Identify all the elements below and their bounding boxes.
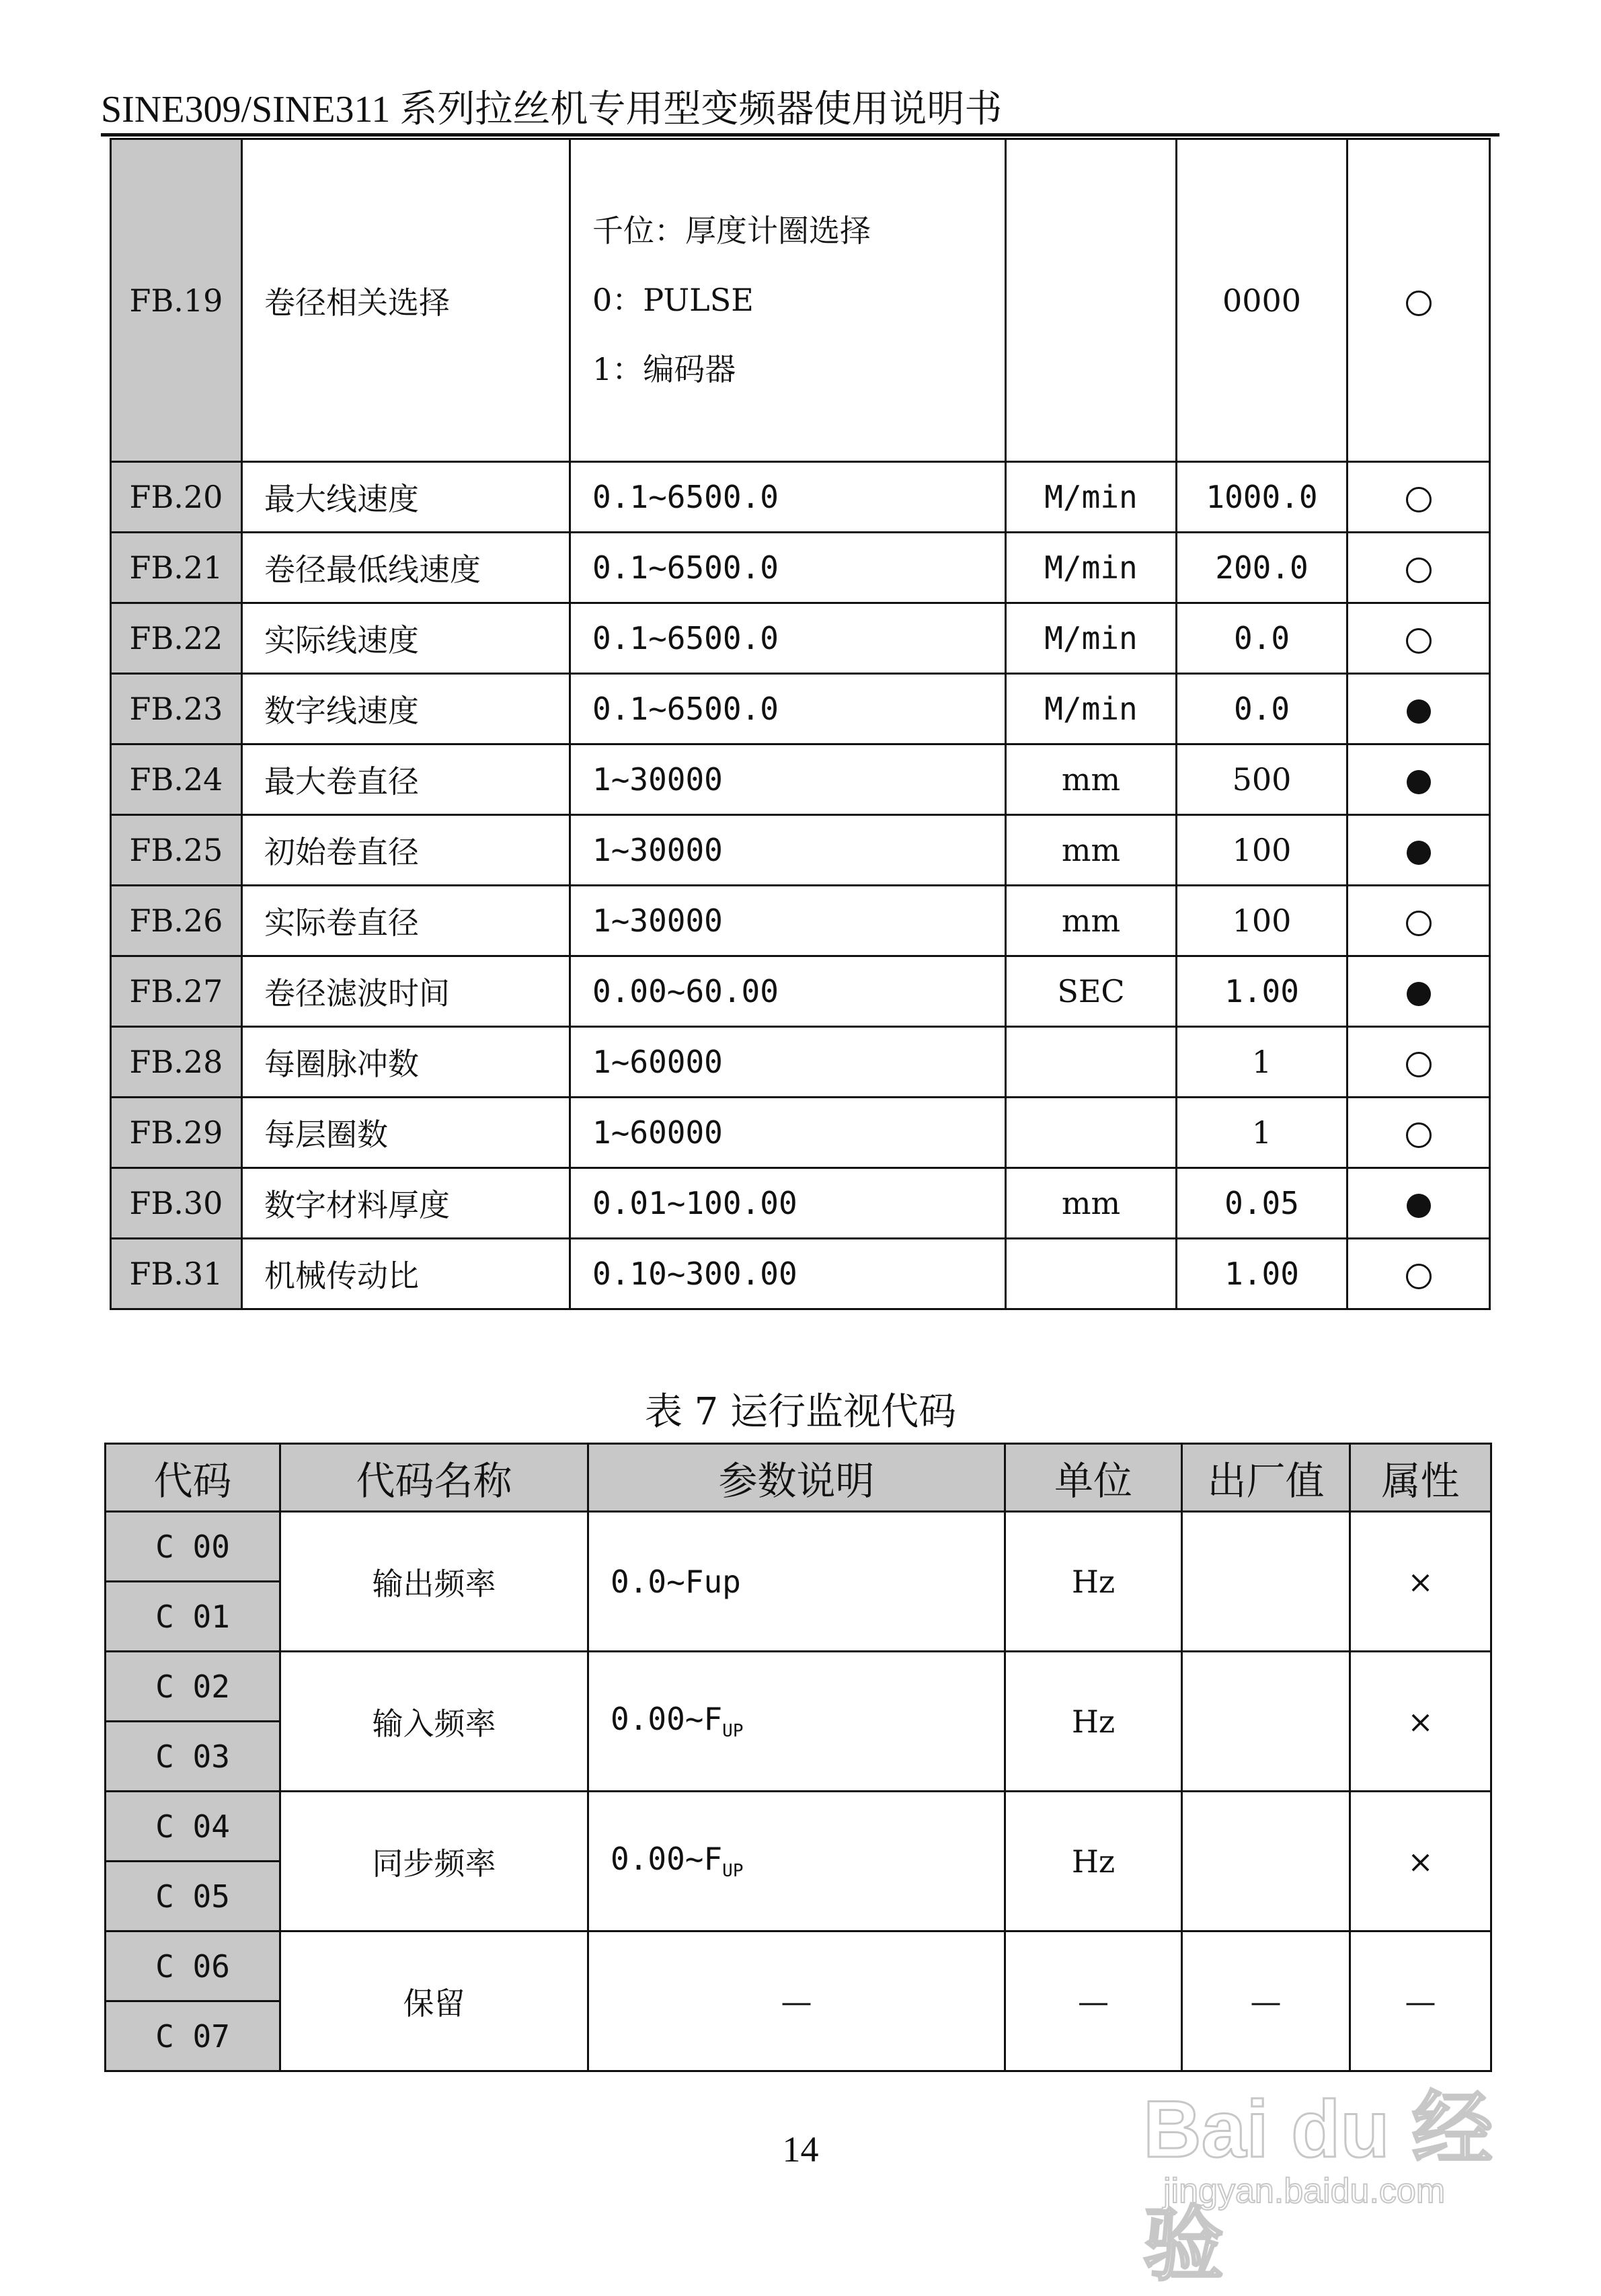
monitor-code: C 03 <box>106 1722 280 1792</box>
parameter-table-fb <box>110 138 1491 1310</box>
param-range: 1~30000 <box>570 815 1006 886</box>
param-attr <box>1348 462 1490 533</box>
table-row <box>111 603 1490 674</box>
param-unit <box>1006 1239 1177 1309</box>
monitor-code: C 06 <box>106 1931 280 2001</box>
param-range-line: 千位：厚度计圈选择 <box>592 213 871 249</box>
watermark-logo-text: Bai du 经验 <box>1143 2084 1493 2290</box>
monitor-desc: 0.0~Fup <box>588 1512 1005 1652</box>
header-code: 代码 <box>106 1444 280 1512</box>
param-unit <box>1006 139 1177 462</box>
header-unit: 单位 <box>1005 1444 1182 1512</box>
param-default: 200.0 <box>1177 533 1348 603</box>
table-caption: 表 7 运行监视代码 <box>644 1390 957 1434</box>
monitor-name: 输入频率 <box>280 1652 588 1792</box>
param-range: 0.00~60.00 <box>570 956 1006 1027</box>
param-attr <box>1348 886 1490 956</box>
table-row <box>111 744 1490 815</box>
param-range: 1~60000 <box>570 1027 1006 1098</box>
param-name: 数字线速度 <box>242 674 570 744</box>
param-code: FB.20 <box>111 462 242 533</box>
param-range-line: 0：PULSE <box>592 282 754 318</box>
param-range: 1~30000 <box>570 886 1006 956</box>
param-range <box>570 139 1006 462</box>
param-range-line: 1：编码器 <box>592 351 736 387</box>
table-row <box>111 1239 1490 1309</box>
param-attr <box>1348 603 1490 674</box>
header-desc: 参数说明 <box>588 1444 1005 1512</box>
param-unit: M/min <box>1006 462 1177 533</box>
table-row <box>111 1168 1490 1239</box>
param-unit: mm <box>1006 1168 1177 1239</box>
param-unit: mm <box>1006 744 1177 815</box>
param-default: 0.05 <box>1177 1168 1348 1239</box>
filled-circle-icon <box>1407 982 1431 1006</box>
table-row <box>111 815 1490 886</box>
param-default: 1.00 <box>1177 1239 1348 1309</box>
monitor-code: C 01 <box>106 1582 280 1652</box>
open-circle-icon <box>1406 628 1432 654</box>
open-circle-icon <box>1406 1264 1432 1289</box>
param-range: 0.1~6500.0 <box>570 462 1006 533</box>
param-range: 0.1~6500.0 <box>570 603 1006 674</box>
param-attr <box>1348 1168 1490 1239</box>
param-name: 每圈脉冲数 <box>242 1027 570 1098</box>
param-unit: SEC <box>1006 956 1177 1027</box>
param-name: 实际线速度 <box>242 603 570 674</box>
param-name: 初始卷直径 <box>242 815 570 886</box>
filled-circle-icon <box>1407 841 1431 865</box>
filled-circle-icon <box>1407 1194 1431 1218</box>
table-row <box>106 1931 1491 2001</box>
param-code: FB.29 <box>111 1098 242 1168</box>
monitor-code: C 00 <box>106 1512 280 1582</box>
filled-circle-icon <box>1407 699 1431 724</box>
monitor-default: — <box>1182 1931 1350 2071</box>
param-name: 每层圈数 <box>242 1098 570 1168</box>
monitor-desc <box>588 1792 1005 1931</box>
table-row <box>111 956 1490 1027</box>
open-circle-icon <box>1406 1052 1432 1077</box>
param-code: FB.21 <box>111 533 242 603</box>
param-default: 1 <box>1177 1027 1348 1098</box>
monitor-unit: Hz <box>1005 1652 1182 1792</box>
param-range: 0.1~6500.0 <box>570 674 1006 744</box>
param-attr <box>1348 1239 1490 1309</box>
table-header-row <box>106 1444 1491 1512</box>
watermark-url: jingyan.baidu.com <box>1163 2172 1446 2211</box>
table-row <box>106 1512 1491 1582</box>
monitor-attr: × <box>1350 1512 1491 1652</box>
param-default: 100 <box>1177 886 1348 956</box>
table-row <box>111 1098 1490 1168</box>
param-range: 0.10~300.00 <box>570 1239 1006 1309</box>
param-name: 实际卷直径 <box>242 886 570 956</box>
monitor-desc-main: 0.00~F <box>611 1841 723 1878</box>
param-unit: mm <box>1006 886 1177 956</box>
monitor-unit: Hz <box>1005 1512 1182 1652</box>
param-attr <box>1348 815 1490 886</box>
param-code: FB.27 <box>111 956 242 1027</box>
monitor-desc-main: 0.00~F <box>611 1701 723 1738</box>
param-unit: mm <box>1006 815 1177 886</box>
table-row <box>111 1027 1490 1098</box>
param-attr <box>1348 533 1490 603</box>
baidu-watermark <box>1143 2065 1547 2290</box>
monitor-code-table <box>104 1443 1492 2072</box>
monitor-attr: — <box>1350 1931 1491 2071</box>
table-row <box>111 139 1490 462</box>
param-name: 数字材料厚度 <box>242 1168 570 1239</box>
monitor-attr: × <box>1350 1652 1491 1792</box>
monitor-unit: Hz <box>1005 1792 1182 1931</box>
param-unit: M/min <box>1006 674 1177 744</box>
monitor-unit: — <box>1005 1931 1182 2071</box>
param-code: FB.30 <box>111 1168 242 1239</box>
param-code: FB.28 <box>111 1027 242 1098</box>
param-default: 1 <box>1177 1098 1348 1168</box>
monitor-desc-subscript: UP <box>722 1721 744 1742</box>
open-circle-icon <box>1406 291 1432 316</box>
param-default: 0000 <box>1177 139 1348 462</box>
param-attr <box>1348 1098 1490 1168</box>
monitor-code: C 05 <box>106 1862 280 1931</box>
param-unit: M/min <box>1006 603 1177 674</box>
filled-circle-icon <box>1407 770 1431 794</box>
param-code: FB.26 <box>111 886 242 956</box>
header-attr: 属性 <box>1350 1444 1491 1512</box>
table-row <box>106 1652 1491 1722</box>
monitor-desc-subscript: UP <box>722 1861 744 1882</box>
param-attr <box>1348 674 1490 744</box>
monitor-attr: × <box>1350 1792 1491 1931</box>
param-unit: M/min <box>1006 533 1177 603</box>
param-default: 1000.0 <box>1177 462 1348 533</box>
param-name: 最大线速度 <box>242 462 570 533</box>
param-attr <box>1348 744 1490 815</box>
monitor-name: 同步频率 <box>280 1792 588 1931</box>
param-default: 500 <box>1177 744 1348 815</box>
param-default: 0.0 <box>1177 603 1348 674</box>
param-code: FB.23 <box>111 674 242 744</box>
monitor-name: 输出频率 <box>280 1512 588 1652</box>
open-circle-icon <box>1406 487 1432 512</box>
param-attr <box>1348 1027 1490 1098</box>
header-rule <box>101 133 1499 137</box>
param-range: 1~60000 <box>570 1098 1006 1168</box>
param-code: FB.22 <box>111 603 242 674</box>
param-name: 卷径最低线速度 <box>242 533 570 603</box>
monitor-code: C 02 <box>106 1652 280 1722</box>
param-attr <box>1348 956 1490 1027</box>
param-unit <box>1006 1027 1177 1098</box>
param-code: FB.19 <box>111 139 242 462</box>
table-row <box>111 886 1490 956</box>
open-circle-icon <box>1406 911 1432 936</box>
header-default: 出厂值 <box>1182 1444 1350 1512</box>
param-name: 机械传动比 <box>242 1239 570 1309</box>
monitor-desc: — <box>588 1931 1005 2071</box>
table-row <box>111 462 1490 533</box>
param-range: 1~30000 <box>570 744 1006 815</box>
monitor-code: C 04 <box>106 1792 280 1862</box>
monitor-default <box>1182 1512 1350 1652</box>
param-code: FB.31 <box>111 1239 242 1309</box>
param-name: 卷径相关选择 <box>242 139 570 462</box>
monitor-default <box>1182 1652 1350 1792</box>
param-code: FB.25 <box>111 815 242 886</box>
monitor-desc <box>588 1652 1005 1792</box>
monitor-name: 保留 <box>280 1931 588 2071</box>
param-name: 最大卷直径 <box>242 744 570 815</box>
param-code: FB.24 <box>111 744 242 815</box>
param-default: 100 <box>1177 815 1348 886</box>
monitor-code: C 07 <box>106 2001 280 2071</box>
table-row <box>106 1792 1491 1862</box>
param-unit <box>1006 1098 1177 1168</box>
param-default: 1.00 <box>1177 956 1348 1027</box>
page-number: 14 <box>782 2129 819 2170</box>
document-header-title: SINE309/SINE311 系列拉丝机专用型变频器使用说明书 <box>101 89 1003 130</box>
param-attr <box>1348 139 1490 462</box>
monitor-default <box>1182 1792 1350 1931</box>
param-default: 0.0 <box>1177 674 1348 744</box>
param-range: 0.1~6500.0 <box>570 533 1006 603</box>
header-name: 代码名称 <box>280 1444 588 1512</box>
table-row <box>111 674 1490 744</box>
table-row <box>111 533 1490 603</box>
param-range: 0.01~100.00 <box>570 1168 1006 1239</box>
param-name: 卷径滤波时间 <box>242 956 570 1027</box>
open-circle-icon <box>1406 1122 1432 1148</box>
open-circle-icon <box>1406 558 1432 583</box>
